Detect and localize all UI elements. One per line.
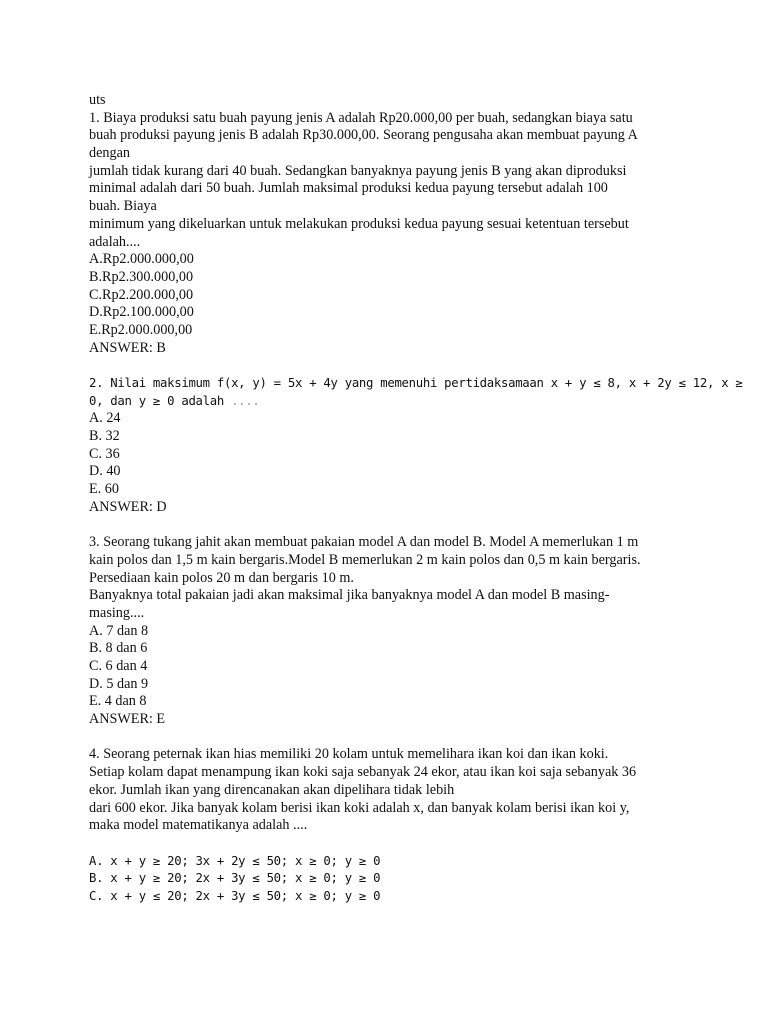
answer-key: ANSWER: D	[89, 498, 167, 515]
answer-option: A. x + y ≥ 20; 3x + 2y ≤ 50; x ≥ 0; y ≥ 0	[89, 853, 381, 868]
question-text-line: adalah....	[89, 233, 141, 250]
question-text-line: 1. Biaya produksi satu buah payung jenis A adalah Rp20.000,00 per buah, sedangkan biaya satu	[89, 109, 633, 126]
question-text-line: buah produksi payung jenis B adalah Rp30.000,00. Seorang pengusaha akan membuat payung A	[89, 127, 638, 144]
answer-option: C.Rp2.200.000,00	[89, 286, 194, 303]
question-text-line: Banyaknya total pakaian jadi akan maksimal jika banyaknya model A dan model B masing-	[89, 587, 610, 604]
answer-option: A. 24	[89, 410, 121, 427]
question-text-line: jumlah tidak kurang dari 40 buah. Sedangkan banyaknya payung jenis B yang akan diproduksi	[89, 162, 627, 179]
answer-option: A.Rp2.000.000,00	[89, 251, 194, 268]
spacer	[89, 835, 689, 853]
question-text-line: 2. Nilai maksimum f(x, y) = 5x + 4y yang memenuhi pertidaksamaan x + y ≤ 8, x + 2y ≤ 12, x ≥	[89, 376, 743, 390]
document-page	[89, 92, 743, 906]
answer-option: B. 32	[89, 428, 120, 445]
question-text-line: kain polos dan 1,5 m kain bergaris.Model B memerlukan 2 m kain polos dan 0,5 m kain bergaris.	[89, 551, 641, 568]
question-4	[89, 746, 689, 905]
question-text-line: 4. Seorang peternak ikan hias memiliki 20 kolam untuk memelihara ikan koi dan ikan koki.	[89, 746, 609, 763]
answer-key: ANSWER: E	[89, 711, 166, 728]
spacer	[89, 729, 689, 747]
question-text: 0, dan y ≥ 0 adalah	[89, 393, 224, 408]
answer-option: D. 40	[89, 463, 121, 480]
answer-option: D. 5 dan 9	[89, 675, 149, 692]
answer-option: E.Rp2.000.000,00	[89, 321, 193, 338]
answer-option: C. 6 dan 4	[89, 658, 148, 674]
answer-option: C. 36	[89, 445, 120, 462]
question-text-line	[89, 393, 689, 411]
answer-option: E. 60	[89, 481, 119, 498]
answer-option: B. 8 dan 6	[89, 640, 148, 657]
question-text-line: Persediaan kain polos 20 m dan bergaris 10 m.	[89, 569, 354, 586]
question-text-line: dari 600 ekor. Jika banyak kolam berisi ikan koki adalah x, dan banyak kolam berisi ikan koi y,	[89, 799, 630, 816]
question-1	[89, 110, 689, 358]
question-text-line: minimum yang dikeluarkan untuk melakukan produksi kedua payung sesuai ketentuan tersebut	[89, 215, 629, 232]
question-text-line: ekor. Jumlah ikan yang direncanakan akan dipelihara tidak lebih	[89, 781, 455, 798]
question-text-line: masing....	[89, 604, 145, 621]
answer-option: D.Rp2.100.000,00	[89, 304, 194, 321]
ellipsis: ....	[223, 393, 260, 408]
spacer	[89, 517, 689, 535]
answer-option: B.Rp2.300.000,00	[89, 268, 194, 285]
answer-option: C. x + y ≤ 20; 2x + 3y ≤ 50; x ≥ 0; y ≥ 0	[89, 888, 381, 903]
question-text-line: dengan	[89, 145, 130, 162]
answer-option: E. 4 dan 8	[89, 693, 147, 710]
question-text-line: buah. Biaya	[89, 198, 157, 215]
answer-key: ANSWER: B	[89, 339, 166, 356]
question-text-line: minimal adalah dari 50 buah. Jumlah maksimal produksi kedua payung tersebut adalah 100	[89, 180, 608, 197]
question-text-line: 3. Seorang tukang jahit akan membuat pakaian model A dan model B. Model A memerlukan 1 m	[89, 534, 639, 551]
question-3	[89, 534, 689, 729]
answer-option: A. 7 dan 8	[89, 622, 149, 639]
document-header: uts	[89, 92, 106, 108]
answer-option: B. x + y ≥ 20; 2x + 3y ≤ 50; x ≥ 0; y ≥ 0	[89, 871, 381, 886]
question-text-line: maka model matematikanya adalah ....	[89, 817, 308, 834]
spacer	[89, 357, 689, 375]
question-text-line: Setiap kolam dapat menampung ikan koki saja sebanyak 24 ekor, atau ikan koi saja sebanyak 36	[89, 764, 637, 781]
question-2	[89, 375, 743, 517]
